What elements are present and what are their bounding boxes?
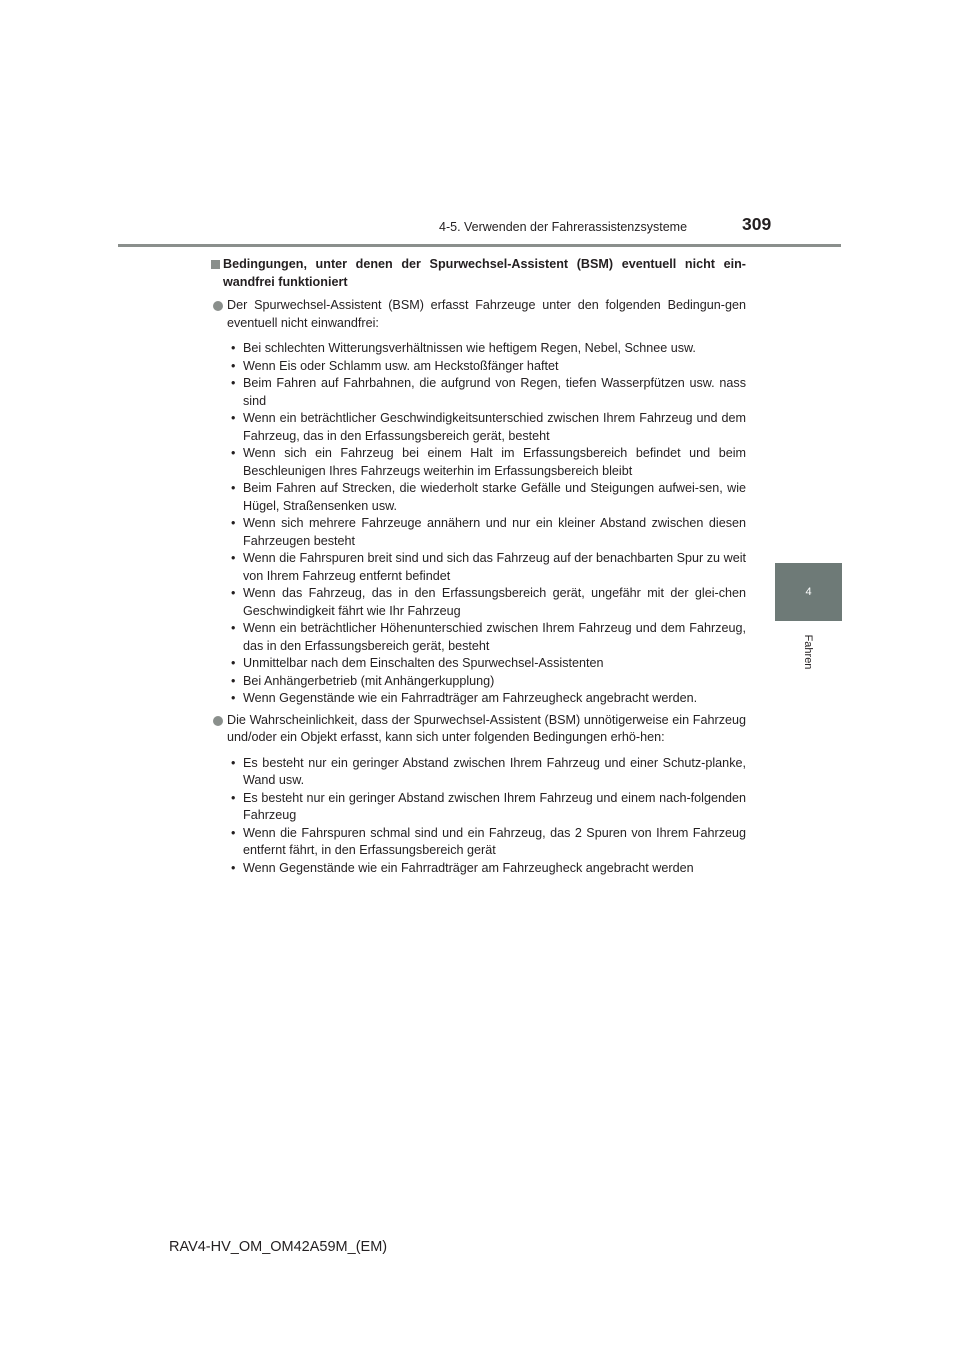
dot-bullet-icon: • bbox=[231, 358, 236, 373]
dot-bullet-icon: • bbox=[231, 516, 236, 530]
list-item-text: Wenn Gegenstände wie ein Fahrradträger am Fahrzeugheck angebracht werden bbox=[243, 860, 694, 875]
list-item bbox=[227, 690, 746, 708]
list-item bbox=[227, 655, 746, 673]
list-item-text: Wenn Eis oder Schlamm usw. am Heckstoßfänger haftet bbox=[243, 358, 559, 373]
dot-bullet-icon: • bbox=[231, 376, 236, 390]
list-item-text: Wenn ein beträchtlicher Geschwindigkeitsunterschied zwischen Ihrem Fahrzeug und dem Fahrzeug, das in den Erfassungsbereich gerät, besteht bbox=[243, 411, 746, 443]
list-item bbox=[227, 620, 746, 655]
list-item-text: Wenn die Fahrspuren breit sind und sich das Fahrzeug auf der benachbarten Spur zu weit von Ihrem Fahrzeug entfernt befindet bbox=[243, 551, 746, 583]
document-id: RAV4-HV_OM_OM42A59M_(EM) bbox=[169, 1239, 388, 1255]
list-item bbox=[227, 755, 746, 790]
dot-bullet-icon: • bbox=[231, 673, 236, 688]
list-item-text: Unmittelbar nach dem Einschalten des Spurwechsel-Assistenten bbox=[243, 656, 604, 670]
chapter-tab-number: 4 bbox=[805, 586, 812, 598]
list-item-text: Wenn die Fahrspuren schmal sind und ein Fahrzeug, das 2 Spuren von Ihrem Fahrzeug entfernt fährt, in den Erfassungsbereich gerät bbox=[243, 825, 746, 857]
chapter-tab bbox=[775, 563, 842, 621]
dot-bullet-icon: • bbox=[231, 860, 236, 875]
list-item-text: Beim Fahren auf Strecken, die wiederholt starke Gefälle und Steigungen aufwei-sen, wie Hügel, Straßensenken usw. bbox=[243, 481, 746, 513]
list-item bbox=[227, 375, 746, 410]
dot-bullet-icon: • bbox=[231, 755, 236, 770]
list-item-text: Beim Fahren auf Fahrbahnen, die aufgrund von Regen, tiefen Wasserpfützen usw. nass sind bbox=[243, 376, 746, 408]
list-item bbox=[227, 790, 746, 825]
bullet-paragraph-1 bbox=[210, 297, 746, 332]
section-heading-text: Bedingungen, unter denen der Spurwechsel-Assistent (BSM) eventuell nicht ein-wandfrei funktioniert bbox=[223, 257, 746, 289]
list-item-text: Wenn das Fahrzeug, das in den Erfassungsbereich gerät, ungefähr mit der glei-chen Geschwindigkeit fährt wie Ihr Fahrzeug bbox=[243, 586, 746, 618]
dot-bullet-icon: • bbox=[231, 446, 236, 460]
list-item bbox=[227, 860, 746, 878]
dot-bullet-icon: • bbox=[231, 691, 236, 705]
list-item bbox=[227, 358, 746, 376]
list-item bbox=[227, 585, 746, 620]
dot-bullet-icon: • bbox=[231, 790, 236, 805]
section-heading bbox=[210, 256, 746, 291]
bullet-paragraph-2-text: Die Wahrscheinlichkeit, dass der Spurwechsel-Assistent (BSM) unnötigerweise ein Fahrzeug und/oder ein Objekt erfasst, kann sich unter folgenden Bedingungen erhö-hen: bbox=[227, 712, 746, 744]
dot-bullet-icon: • bbox=[231, 551, 236, 565]
list-item bbox=[227, 445, 746, 480]
list-item bbox=[227, 825, 746, 860]
condition-list-2 bbox=[210, 755, 746, 878]
list-item-text: Wenn sich ein Fahrzeug bei einem Halt im Erfassungsbereich befindet und beim Beschleunigen Ihres Fahrzeugs weiterhin im Erfassungsbereich bleibt bbox=[243, 446, 746, 478]
list-item bbox=[227, 340, 746, 358]
list-item-text: Bei Anhängerbetrieb (mit Anhängerkupplung) bbox=[243, 673, 495, 688]
page-number: 309 bbox=[742, 214, 772, 234]
list-item bbox=[227, 410, 746, 445]
dot-bullet-icon: • bbox=[231, 481, 236, 495]
condition-list-1 bbox=[210, 340, 746, 708]
list-item-text: Es besteht nur ein geringer Abstand zwischen Ihrem Fahrzeug und einer Schutz-planke, Wand usw. bbox=[243, 755, 746, 787]
list-item bbox=[227, 515, 746, 550]
list-item-text: Bei schlechten Witterungsverhältnissen wie heftigem Regen, Nebel, Schnee usw. bbox=[243, 341, 696, 355]
header-section-title: 4-5. Verwenden der Fahrerassistenzsysteme bbox=[439, 220, 688, 234]
list-item bbox=[227, 480, 746, 515]
list-item-text: Wenn Gegenstände wie ein Fahrradträger am Fahrzeugheck angebracht werden. bbox=[243, 691, 698, 705]
bullet-paragraph-2 bbox=[210, 712, 746, 747]
list-item-text: Wenn sich mehrere Fahrzeuge annähern und nur ein kleiner Abstand zwischen diesen Fahrzeugen besteht bbox=[243, 516, 746, 548]
main-content bbox=[210, 256, 746, 881]
circle-bullet-icon bbox=[213, 716, 223, 726]
square-bullet-icon bbox=[211, 260, 220, 269]
header-divider bbox=[118, 244, 841, 247]
dot-bullet-icon: • bbox=[231, 621, 236, 635]
list-item bbox=[227, 550, 746, 585]
dot-bullet-icon: • bbox=[231, 411, 236, 425]
dot-bullet-icon: • bbox=[231, 656, 236, 670]
bullet-paragraph-1-text: Der Spurwechsel-Assistent (BSM) erfasst Fahrzeuge unter den folgenden Bedingun-gen eventuell nicht einwandfrei: bbox=[227, 298, 746, 330]
dot-bullet-icon: • bbox=[231, 586, 236, 600]
list-item-text: Es besteht nur ein geringer Abstand zwischen Ihrem Fahrzeug und einem nach-folgenden Fahrzeug bbox=[243, 790, 746, 822]
list-item-text: Wenn ein beträchtlicher Höhenunterschied zwischen Ihrem Fahrzeug und dem Fahrzeug, das in den Erfassungsbereich gerät, besteht bbox=[243, 621, 746, 653]
circle-bullet-icon bbox=[213, 301, 223, 311]
dot-bullet-icon: • bbox=[231, 825, 236, 840]
chapter-tab-label: Fahren bbox=[802, 634, 814, 670]
dot-bullet-icon: • bbox=[231, 341, 236, 355]
list-item bbox=[227, 673, 746, 691]
